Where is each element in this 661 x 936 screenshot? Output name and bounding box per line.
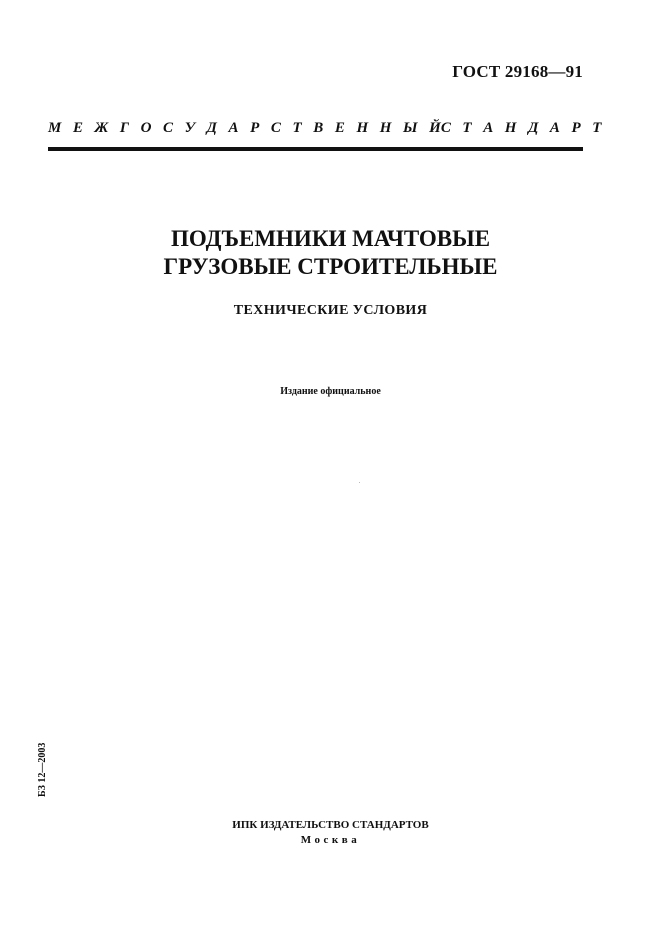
heading-letter: Ы bbox=[403, 120, 418, 136]
title-line-2: ГРУЗОВЫЕ СТРОИТЕЛЬНЫЕ bbox=[163, 254, 498, 279]
heading-letter: С bbox=[440, 120, 451, 136]
heading-letter: Т bbox=[462, 120, 472, 136]
publisher-block bbox=[0, 818, 661, 848]
heading-letter: С bbox=[270, 120, 281, 136]
heading-letter: А bbox=[228, 120, 239, 136]
heading-letter: С bbox=[163, 120, 174, 136]
heading-letter: Й bbox=[429, 120, 441, 136]
edition-note: Издание официальное bbox=[280, 386, 381, 397]
heading-letter: А bbox=[483, 120, 494, 136]
standard-word bbox=[441, 120, 602, 137]
heading-letter: О bbox=[140, 120, 152, 136]
heading-letter: Е bbox=[334, 120, 345, 136]
heading-letter: М bbox=[48, 120, 62, 136]
interstate-word bbox=[48, 120, 441, 137]
heading-letter: Н bbox=[504, 120, 517, 136]
heading-letter: Д bbox=[206, 120, 217, 136]
heading-letter: Е bbox=[72, 120, 83, 136]
heading-letter: Р bbox=[250, 120, 260, 136]
heading-letter: А bbox=[549, 120, 560, 136]
side-code: БЗ 12—2003 bbox=[37, 742, 48, 797]
heading-letter: Т bbox=[592, 120, 602, 136]
publisher-city: Москва bbox=[300, 834, 361, 846]
heading-letter: У bbox=[184, 120, 196, 136]
heading-letter: Д bbox=[528, 120, 539, 136]
interstate-standard-heading bbox=[48, 120, 602, 137]
heading-letter: В bbox=[313, 120, 324, 136]
document-subtitle: ТЕХНИЧЕСКИЕ УСЛОВИЯ bbox=[233, 303, 428, 318]
heading-letter: Н bbox=[356, 120, 369, 136]
document-number: ГОСТ 29168—91 bbox=[452, 62, 583, 81]
heading-letter: Т bbox=[292, 120, 302, 136]
speck-mark bbox=[359, 482, 360, 483]
header-rule bbox=[48, 147, 583, 151]
publisher-name: ИПК ИЗДАТЕЛЬСТВО СТАНДАРТОВ bbox=[232, 819, 429, 831]
title-line-1: ПОДЪЕМНИКИ МАЧТОВЫЕ bbox=[170, 226, 491, 251]
heading-letter: Р bbox=[571, 120, 581, 136]
heading-letter: Н bbox=[379, 120, 392, 136]
heading-letter: Г bbox=[119, 120, 129, 136]
document-title bbox=[0, 225, 661, 281]
heading-letter: Ж bbox=[94, 120, 109, 136]
